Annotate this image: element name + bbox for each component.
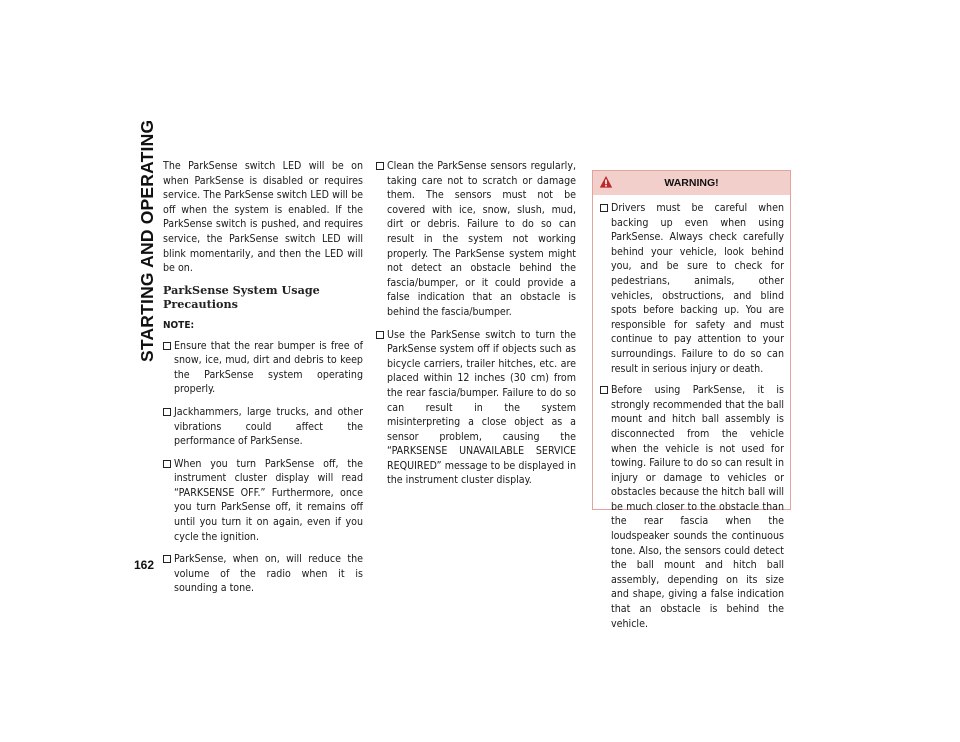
warning-box <box>592 170 791 630</box>
list-item: When you turn ParkSense off, the instrument cluster display will read “PARKSENSE OFF.” Furthermore, once you turn ParkSense off, it remains off until you turn it on again, even if you cycle the ignition. <box>163 457 363 545</box>
square-bullet-icon <box>163 460 171 468</box>
list-item: Use the ParkSense switch to turn the ParkSense system off if objects such as bicycle carriers, trailer hitches, etc. are placed within 12 inches (30 cm) from the rear fascia/bumper. Failure to do so can result in the system misinterpreting a close object as a sensor problem, causing the “PARKSENSE UNAVAILABLE SERVICE REQUIRED” message to be displayed in the instrument cluster display. <box>376 328 576 489</box>
column-left <box>163 159 363 604</box>
list-item: Drivers must be careful when backing up even when using ParkSense. Always check carefully behind your vehicle, look behind you, and be sure to check for pedestrians, animals, other vehicles, obstructions, and blind spots before backing up. You are responsible for safety and must continue to pay attention to your surroundings. Failure to do so can result in serious injury or death. <box>600 201 784 376</box>
section-heading: ParkSense System Usage Precautions <box>163 282 320 312</box>
square-bullet-icon <box>600 386 608 394</box>
note-label: NOTE: <box>163 319 195 331</box>
square-bullet-icon <box>600 204 608 212</box>
intro-paragraph: The ParkSense switch LED will be on when ParkSense is disabled or requires service. The ParkSense switch LED will be off when the system is enabled. If the ParkSense switch is pushed, and requires service, the ParkSense switch LED will blink momentarily, and then the LED will be on. <box>163 160 363 275</box>
square-bullet-icon <box>163 342 171 350</box>
list-item: Before using ParkSense, it is strongly recommended that the ball mount and hitch ball assembly is disconnected from the vehicle when the vehicle is not used for towing. Failure to do so can result in injury or damage to vehicles or obstacles because the hitch ball will be much closer to the obstacle than the rear fascia when the loudspeaker sounds the continuous tone. Also, the sensors could detect the ball mount and hitch ball assembly, depending on its size and shape, giving a false indication that an obstacle is behind the vehicle. <box>600 383 784 631</box>
warning-header <box>593 171 790 195</box>
square-bullet-icon <box>376 162 384 170</box>
section-side-title <box>137 119 157 382</box>
page-number: 162 <box>134 558 155 572</box>
column-middle <box>376 159 576 496</box>
square-bullet-icon <box>163 555 171 563</box>
section-title-text: STARTING AND OPERATING <box>137 119 157 362</box>
list-item: Jackhammers, large trucks, and other vibrations could affect the performance of ParkSense. <box>163 405 363 449</box>
list-item: Clean the ParkSense sensors regularly, taking care not to scratch or damage them. The sensors must not be covered with ice, snow, slush, mud, dirt or debris. Failure to do so can result in the system not working properly. The ParkSense system might not detect an obstacle behind the fascia/bumper, or it could provide a false indication that an obstacle is behind the fascia/bumper. <box>376 159 576 320</box>
warning-body <box>593 195 790 631</box>
warning-title: WARNING! <box>664 177 719 189</box>
list-item: ParkSense, when on, will reduce the volume of the radio when it is sounding a tone. <box>163 552 363 596</box>
square-bullet-icon <box>163 408 171 416</box>
list-item: Ensure that the rear bumper is free of snow, ice, mud, dirt and debris to keep the ParkSense system operating properly. <box>163 339 363 397</box>
square-bullet-icon <box>376 331 384 339</box>
